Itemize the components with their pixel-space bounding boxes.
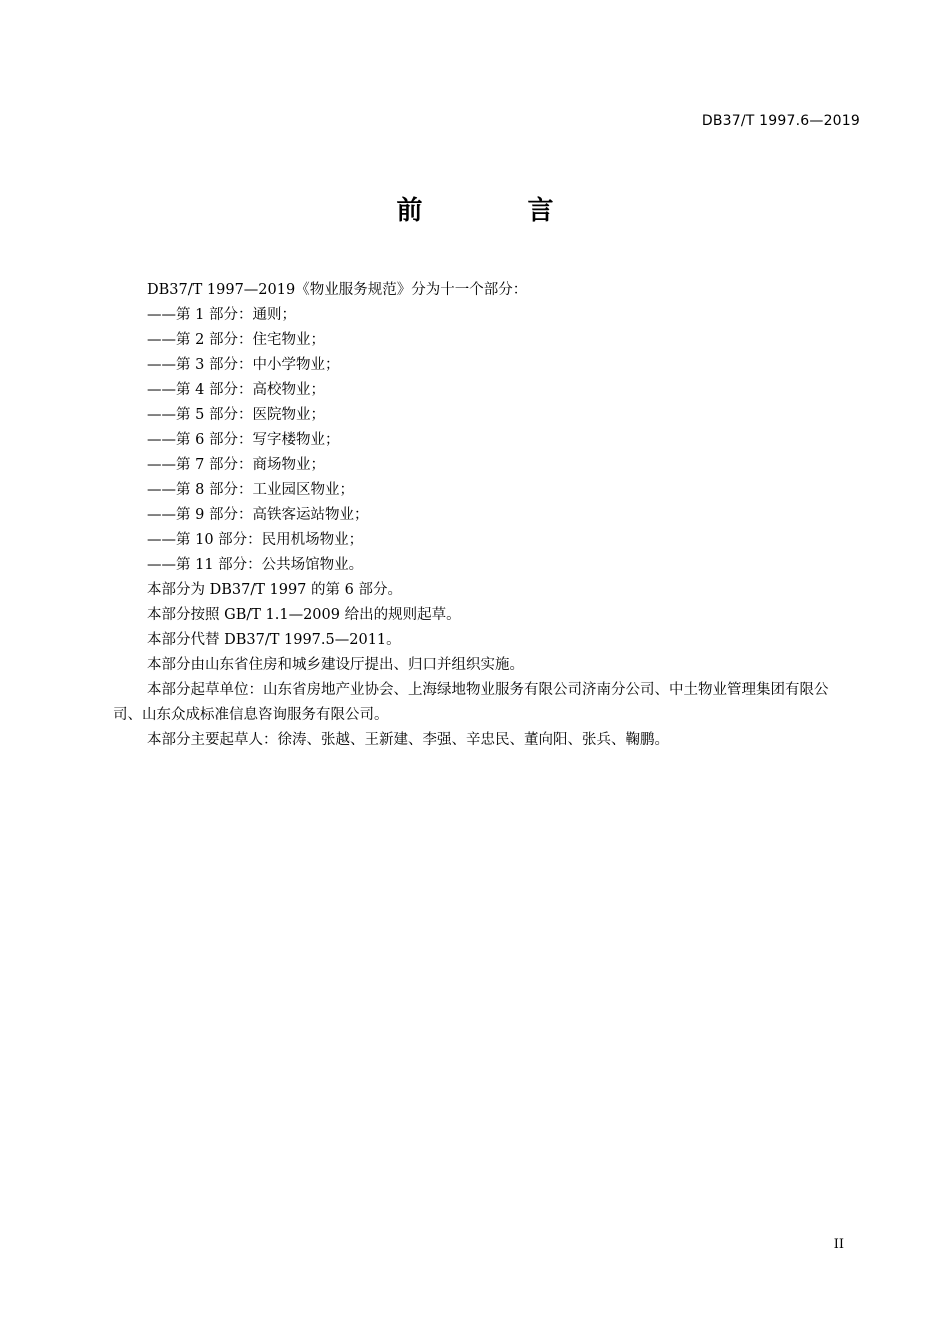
replacement-statement: 本部分代替 DB37/T 1997.5—2011。	[147, 632, 401, 648]
part-list-item: ——第 6 部分：写字楼物业；	[147, 432, 340, 448]
part-list-item: ——第 11 部分：公共场馆物业。	[147, 557, 364, 573]
intro-paragraph: DB37/T 1997—2019《物业服务规范》分为十一个部分：	[147, 282, 528, 298]
part-list-item: ——第 7 部分：商场物业；	[147, 457, 325, 473]
part-list-item: ——第 9 部分：高铁客运站物业；	[147, 507, 369, 523]
part-list-item: ——第 5 部分：医院物业；	[147, 407, 325, 423]
part-list-item: ——第 4 部分：高校物业；	[147, 382, 325, 398]
part-list-item: ——第 3 部分：中小学物业；	[147, 357, 340, 373]
drafting-rules-statement: 本部分按照 GB/T 1.1—2009 给出的规则起草。	[147, 607, 461, 623]
page-number: II	[833, 1237, 844, 1252]
standard-code: DB37/T 1997.6—2019	[701, 113, 860, 129]
proposer-statement: 本部分由山东省住房和城乡建设厅提出、归口并组织实施。	[147, 657, 524, 673]
part-statement: 本部分为 DB37/T 1997 的第 6 部分。	[147, 582, 402, 598]
page-title: 前 言	[396, 196, 602, 226]
part-list-item: ——第 2 部分：住宅物业；	[147, 332, 325, 348]
drafting-units-statement: 本部分起草单位：山东省房地产业协会、上海绿地物业服务有限公司济南分公司、中土物业管理集团有限公司、山东众成标准信息咨询服务有限公司。	[113, 682, 829, 723]
drafters-statement: 本部分主要起草人：徐涛、张越、王新建、李强、辛忠民、董向阳、张兵、鞠鹏。	[147, 732, 669, 748]
part-list-item: ——第 10 部分：民用机场物业；	[147, 532, 364, 548]
part-list-item: ——第 8 部分：工业园区物业；	[147, 482, 354, 498]
foreword-body	[113, 278, 857, 753]
part-list-item: ——第 1 部分：通则；	[147, 307, 296, 323]
